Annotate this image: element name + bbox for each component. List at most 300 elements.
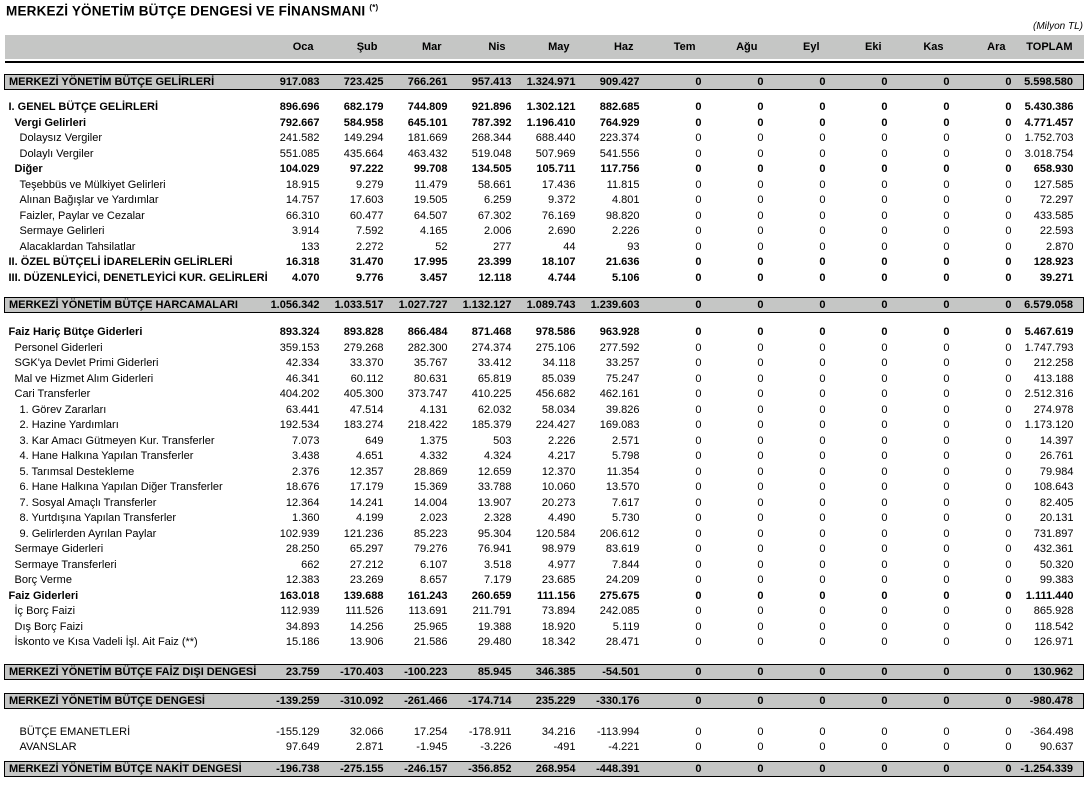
cell-value: 17.179 xyxy=(349,481,384,494)
cell-value: 0 xyxy=(1005,194,1012,207)
cell-value: 183.274 xyxy=(343,419,384,432)
month-column-header: Ara xyxy=(953,35,1015,59)
cell-value: 111.526 xyxy=(345,605,384,618)
cell-value: 0 xyxy=(695,101,702,114)
cell-value: 0 xyxy=(819,481,826,494)
cell-value: 0 xyxy=(881,225,888,238)
cell-value: 44 xyxy=(563,240,576,253)
row-label: İç Borç Faizi xyxy=(14,605,76,618)
cell-value: 149.294 xyxy=(343,132,384,145)
cell-value: 0 xyxy=(819,116,826,129)
cell-value: 14.004 xyxy=(413,496,448,509)
cell-value: 0 xyxy=(643,298,705,313)
row-label: BÜTÇE EMANETLERİ xyxy=(19,725,131,738)
row-label: Borç Verme xyxy=(14,574,72,587)
cell-value: 7.592 xyxy=(355,225,384,238)
cell-value: 0 xyxy=(1005,543,1012,556)
cell-value: 65.297 xyxy=(349,543,384,556)
total-cell-value: 39.271 xyxy=(1039,271,1074,284)
cell-value: 1.056.342 xyxy=(259,298,323,313)
cell-value: 1.360 xyxy=(291,512,320,525)
cell-value: 75.247 xyxy=(605,372,640,385)
cell-value: 0 xyxy=(757,341,764,354)
cell-value: 0 xyxy=(695,372,702,385)
cell-value: 0 xyxy=(695,341,702,354)
cell-value: 0 xyxy=(695,450,702,463)
cell-value: 0 xyxy=(757,209,764,222)
cell-value: 9.372 xyxy=(547,194,576,207)
cell-value: 0 xyxy=(881,725,888,738)
budget-table-body xyxy=(5,59,1084,777)
cell-value: 0 xyxy=(943,481,950,494)
cell-value: 764.929 xyxy=(599,116,640,129)
row-label: 3. Kar Amacı Gütmeyen Kur. Transferler xyxy=(19,434,215,447)
cell-value: 0 xyxy=(819,589,826,602)
cell-value: 0 xyxy=(695,574,702,587)
cell-value: 0 xyxy=(757,101,764,114)
cell-value: 0 xyxy=(881,147,888,160)
cell-value: 0 xyxy=(891,298,953,313)
cell-value: 0 xyxy=(819,543,826,556)
cell-value: 0 xyxy=(757,496,764,509)
cell-value: 0 xyxy=(695,116,702,129)
cell-value: 462.161 xyxy=(599,388,640,401)
cell-value: 0 xyxy=(757,605,764,618)
cell-value: 0 xyxy=(757,163,764,176)
cell-value: 0 xyxy=(943,194,950,207)
cell-value: 0 xyxy=(819,372,826,385)
cell-value: 0 xyxy=(881,240,888,253)
cell-value: 5.798 xyxy=(611,450,640,463)
row-label: Faizler, Paylar ve Cezalar xyxy=(19,209,145,222)
budget-table xyxy=(4,35,1084,777)
total-cell-value: 50.320 xyxy=(1039,558,1074,571)
cell-value: 0 xyxy=(891,664,953,679)
spacer-row xyxy=(5,650,1084,664)
cell-value: 12.357 xyxy=(349,465,384,478)
cell-value: 97.222 xyxy=(349,163,384,176)
cell-value: 5.119 xyxy=(612,620,640,633)
month-column-header: Eki xyxy=(829,35,891,59)
cell-value: 766.261 xyxy=(387,75,451,90)
cell-value: 0 xyxy=(695,741,702,754)
cell-value: 0 xyxy=(943,636,950,649)
cell-value: 0 xyxy=(819,101,826,114)
cell-value: 0 xyxy=(819,271,826,284)
cell-value: 0 xyxy=(1005,256,1012,269)
cell-value: -100.223 xyxy=(387,664,451,679)
cell-value: 46.341 xyxy=(285,372,320,385)
cell-value: 0 xyxy=(695,225,702,238)
cell-value: 275.675 xyxy=(599,589,640,602)
cell-value: 0 xyxy=(881,132,888,145)
total-cell-value: 5.430.386 xyxy=(1024,101,1074,114)
spacer-row xyxy=(5,708,1084,724)
cell-value: 0 xyxy=(1005,225,1012,238)
cell-value: 0 xyxy=(881,558,888,571)
cell-value: 18.915 xyxy=(285,178,320,191)
total-cell-value: 5.598.580 xyxy=(1015,75,1084,90)
cell-value: 0 xyxy=(943,512,950,525)
cell-value: 0 xyxy=(757,512,764,525)
cell-value: 0 xyxy=(819,194,826,207)
cell-value: 0 xyxy=(943,341,950,354)
cell-value: 0 xyxy=(1005,620,1012,633)
total-cell-value: 4.771.457 xyxy=(1024,116,1074,129)
cell-value: 0 xyxy=(881,741,888,754)
cell-value: 0 xyxy=(819,605,826,618)
data-row xyxy=(5,635,1084,651)
cell-value: 0 xyxy=(829,75,891,90)
cell-value: 0 xyxy=(695,194,702,207)
spacer-cell xyxy=(5,90,1084,100)
cell-value: 507.969 xyxy=(535,147,576,160)
cell-value: 1.132.127 xyxy=(451,298,515,313)
cell-value: 2.272 xyxy=(355,240,384,253)
cell-value: 0 xyxy=(881,543,888,556)
cell-value: 0 xyxy=(943,372,950,385)
spacer-cell xyxy=(5,313,1084,325)
cell-value: -4.221 xyxy=(608,741,640,754)
cell-value: 0 xyxy=(757,725,764,738)
cell-value: 0 xyxy=(757,574,764,587)
spacer-row xyxy=(5,313,1084,325)
cell-value: 1.027.727 xyxy=(387,298,451,313)
total-column-header: TOPLAM xyxy=(1015,35,1084,59)
cell-value: 0 xyxy=(819,326,826,339)
cell-value: 0 xyxy=(1005,605,1012,618)
cell-value: 121.236 xyxy=(343,527,384,540)
cell-value: 18.676 xyxy=(285,481,320,494)
cell-value: 224.427 xyxy=(535,419,576,432)
cell-value: 0 xyxy=(705,75,767,90)
data-row xyxy=(5,239,1084,255)
cell-value: 2.571 xyxy=(611,434,640,447)
data-row xyxy=(5,146,1084,162)
total-cell-value: 1.752.703 xyxy=(1024,132,1074,145)
month-column-header: Oca xyxy=(259,35,323,59)
cell-value: 97.649 xyxy=(285,741,320,754)
row-label: Dış Borç Faizi xyxy=(14,620,83,633)
cell-value: 405.300 xyxy=(343,388,384,401)
cell-value: 0 xyxy=(1005,636,1012,649)
cell-value: 0 xyxy=(953,761,1015,776)
cell-value: 0 xyxy=(757,388,764,401)
cell-value: 17.995 xyxy=(413,256,448,269)
cell-value: 58.034 xyxy=(541,403,576,416)
cell-value: 282.300 xyxy=(407,341,448,354)
cell-value: -330.176 xyxy=(579,693,643,708)
cell-value: 921.896 xyxy=(471,101,512,114)
cell-value: 0 xyxy=(757,271,764,284)
cell-value: 0 xyxy=(695,434,702,447)
total-cell-value: 432.361 xyxy=(1033,543,1074,556)
cell-value: 0 xyxy=(943,116,950,129)
cell-value: 0 xyxy=(819,527,826,540)
data-row xyxy=(5,162,1084,178)
cell-value: 882.685 xyxy=(599,101,640,114)
cell-value: 0 xyxy=(1005,357,1012,370)
cell-value: 0 xyxy=(695,419,702,432)
total-cell-value: 212.258 xyxy=(1033,357,1074,370)
cell-value: 0 xyxy=(1005,163,1012,176)
cell-value: 0 xyxy=(943,605,950,618)
cell-value: 134.505 xyxy=(471,163,512,176)
cell-value: 67.302 xyxy=(477,209,512,222)
cell-value: 0 xyxy=(695,620,702,633)
cell-value: 0 xyxy=(881,496,888,509)
row-label: 7. Sosyal Amaçlı Transferler xyxy=(19,496,157,509)
cell-value: 688.440 xyxy=(535,132,576,145)
cell-value: 963.928 xyxy=(599,326,640,339)
cell-value: 0 xyxy=(881,194,888,207)
cell-value: 0 xyxy=(757,326,764,339)
cell-value: 0 xyxy=(943,271,950,284)
data-row xyxy=(5,573,1084,589)
cell-value: 7.179 xyxy=(483,574,512,587)
cell-value: 8.657 xyxy=(419,574,448,587)
cell-value: 0 xyxy=(1005,240,1012,253)
cell-value: 0 xyxy=(819,512,826,525)
cell-value: 0 xyxy=(1005,132,1012,145)
cell-value: 4.977 xyxy=(547,558,576,571)
cell-value: 1.033.517 xyxy=(323,298,387,313)
cell-value: 0 xyxy=(819,357,826,370)
data-row xyxy=(5,100,1084,116)
cell-value: 11.354 xyxy=(606,465,640,478)
cell-value: 83.619 xyxy=(605,543,640,556)
cell-value: 2.690 xyxy=(547,225,576,238)
cell-value: 0 xyxy=(943,558,950,571)
cell-value: 0 xyxy=(1005,341,1012,354)
cell-value: 10.060 xyxy=(541,481,576,494)
cell-value: 6.107 xyxy=(419,558,448,571)
data-row xyxy=(5,464,1084,480)
cell-value: 7.617 xyxy=(611,496,640,509)
report-title: MERKEZİ YÖNETİM BÜTÇE DENGESİ VE FİNANSMANI xyxy=(6,3,366,19)
section-row xyxy=(5,693,1084,708)
row-label: Vergi Gelirleri xyxy=(14,116,87,129)
cell-value: 0 xyxy=(881,527,888,540)
cell-value: 0 xyxy=(757,419,764,432)
total-cell-value: 108.643 xyxy=(1033,481,1074,494)
cell-value: 0 xyxy=(881,403,888,416)
cell-value: 0 xyxy=(757,450,764,463)
cell-value: 23.399 xyxy=(477,256,512,269)
cell-value: -178.911 xyxy=(468,725,512,738)
cell-value: 14.256 xyxy=(349,620,384,633)
cell-value: 0 xyxy=(819,178,826,191)
report-title-line xyxy=(4,3,1083,19)
cell-value: -139.259 xyxy=(259,693,323,708)
cell-value: 0 xyxy=(881,256,888,269)
cell-value: 404.202 xyxy=(279,388,320,401)
row-label: İskonto ve Kısa Vadeli İşl. Ait Faiz (**) xyxy=(14,636,198,649)
data-row xyxy=(5,433,1084,449)
cell-value: 60.112 xyxy=(350,372,384,385)
cell-value: 163.018 xyxy=(279,589,320,602)
cell-value: 0 xyxy=(943,147,950,160)
cell-value: -113.994 xyxy=(596,725,640,738)
cell-value: 9.279 xyxy=(355,178,384,191)
cell-value: 0 xyxy=(819,741,826,754)
cell-value: 435.664 xyxy=(343,147,384,160)
spacer-row xyxy=(5,679,1084,693)
cell-value: 584.958 xyxy=(343,116,384,129)
cell-value: 113.691 xyxy=(408,605,448,618)
total-cell-value: 127.585 xyxy=(1033,178,1074,191)
cell-value: 0 xyxy=(757,240,764,253)
total-cell-value: 99.383 xyxy=(1039,574,1074,587)
cell-value: 551.085 xyxy=(279,147,320,160)
cell-value: 0 xyxy=(1005,419,1012,432)
data-row xyxy=(5,588,1084,604)
cell-value: 42.334 xyxy=(285,357,320,370)
data-row xyxy=(5,356,1084,372)
row-label: MERKEZİ YÖNETİM BÜTÇE FAİZ DIŞI DENGESİ xyxy=(5,664,259,679)
total-cell-value: 82.405 xyxy=(1039,496,1074,509)
row-label: 1. Görev Zararları xyxy=(19,403,107,416)
data-row xyxy=(5,115,1084,131)
data-row xyxy=(5,480,1084,496)
cell-value: 2.023 xyxy=(419,512,448,525)
cell-value: 223.374 xyxy=(599,132,640,145)
cell-value: 58.661 xyxy=(477,178,512,191)
cell-value: 1.196.410 xyxy=(526,116,576,129)
cell-value: 79.276 xyxy=(413,543,448,556)
cell-value: 0 xyxy=(757,527,764,540)
cell-value: 866.484 xyxy=(407,326,448,339)
cell-value: 0 xyxy=(767,664,829,679)
cell-value: 0 xyxy=(695,589,702,602)
cell-value: 4.131 xyxy=(419,403,448,416)
cell-value: 15.369 xyxy=(413,481,448,494)
cell-value: 0 xyxy=(881,209,888,222)
cell-value: -196.738 xyxy=(259,761,323,776)
row-label: Alacaklardan Tahsilatlar xyxy=(19,240,136,253)
cell-value: 139.688 xyxy=(343,589,384,602)
cell-value: 0 xyxy=(881,574,888,587)
cell-value: 85.039 xyxy=(541,372,576,385)
cell-value: 0 xyxy=(1005,512,1012,525)
row-label: Mal ve Hizmet Alım Giderleri xyxy=(14,372,154,385)
cell-value: 98.820 xyxy=(605,209,640,222)
cell-value: 0 xyxy=(881,271,888,284)
cell-value: 0 xyxy=(695,163,702,176)
total-cell-value: 22.593 xyxy=(1039,225,1074,238)
cell-value: 0 xyxy=(891,761,953,776)
cell-value: 33.370 xyxy=(349,357,384,370)
cell-value: 12.118 xyxy=(478,271,512,284)
cell-value: 0 xyxy=(767,298,829,313)
cell-value: 0 xyxy=(1005,101,1012,114)
cell-value: 0 xyxy=(757,357,764,370)
cell-value: 896.696 xyxy=(279,101,320,114)
cell-value: 0 xyxy=(1005,372,1012,385)
cell-value: 0 xyxy=(819,636,826,649)
cell-value: 0 xyxy=(695,388,702,401)
cell-value: 0 xyxy=(643,75,705,90)
total-cell-value: 433.585 xyxy=(1033,209,1074,222)
cell-value: 18.920 xyxy=(541,620,576,633)
month-column-header: Nis xyxy=(451,35,515,59)
cell-value: 0 xyxy=(819,725,826,738)
cell-value: 66.310 xyxy=(285,209,320,222)
cell-value: 12.383 xyxy=(285,574,320,587)
cell-value: 0 xyxy=(695,512,702,525)
spacer-cell xyxy=(5,286,1084,298)
row-label: Alınan Bağışlar ve Yardımlar xyxy=(19,194,159,207)
total-cell-value: 130.962 xyxy=(1015,664,1084,679)
section-row xyxy=(5,75,1084,90)
total-cell-value: -1.254.339 xyxy=(1015,761,1084,776)
total-cell-value: 274.978 xyxy=(1033,403,1074,416)
cell-value: 0 xyxy=(819,209,826,222)
cell-value: 0 xyxy=(819,147,826,160)
cell-value: 1.324.971 xyxy=(515,75,579,90)
cell-value: 76.941 xyxy=(477,543,512,556)
row-label: Cari Transferler xyxy=(14,388,91,401)
cell-value: 4.651 xyxy=(355,450,384,463)
cell-value: 0 xyxy=(819,434,826,447)
cell-value: 17.436 xyxy=(541,178,576,191)
row-label: 2. Hazine Yardımları xyxy=(19,419,119,432)
section-row xyxy=(5,761,1084,776)
cell-value: -356.852 xyxy=(451,761,515,776)
cell-value: 0 xyxy=(829,693,891,708)
cell-value: 0 xyxy=(829,664,891,679)
cell-value: 21.586 xyxy=(413,636,448,649)
cell-value: 0 xyxy=(757,225,764,238)
row-label: Sermaye Transferleri xyxy=(14,558,117,571)
cell-value: -491 xyxy=(553,741,576,754)
cell-value: 978.586 xyxy=(535,326,576,339)
data-row xyxy=(5,511,1084,527)
row-label: II. ÖZEL BÜTÇELİ İDARELERİN GELİRLERİ xyxy=(8,256,233,269)
total-cell-value: 1.111.440 xyxy=(1025,589,1074,602)
cell-value: 0 xyxy=(943,434,950,447)
cell-value: 0 xyxy=(757,434,764,447)
cell-value: 0 xyxy=(953,693,1015,708)
table-header xyxy=(5,35,1084,59)
spacer-row xyxy=(5,90,1084,100)
cell-value: 0 xyxy=(943,403,950,416)
cell-value: 242.085 xyxy=(599,605,640,618)
cell-value: 0 xyxy=(1005,558,1012,571)
cell-value: 0 xyxy=(943,589,950,602)
cell-value: 0 xyxy=(819,388,826,401)
cell-value: 211.791 xyxy=(472,605,512,618)
cell-value: -1.945 xyxy=(416,741,448,754)
month-column-header: May xyxy=(515,35,579,59)
cell-value: 260.659 xyxy=(471,589,512,602)
cell-value: 0 xyxy=(643,664,705,679)
cell-value: 2.226 xyxy=(547,434,576,447)
cell-value: 0 xyxy=(705,298,767,313)
cell-value: 0 xyxy=(695,558,702,571)
data-row xyxy=(5,340,1084,356)
row-label: MERKEZİ YÖNETİM BÜTÇE HARCAMALARI xyxy=(5,298,259,313)
cell-value: 13.907 xyxy=(477,496,512,509)
cell-value: 0 xyxy=(695,496,702,509)
cell-value: 0 xyxy=(943,450,950,463)
row-label: 8. Yurtdışına Yapılan Transferler xyxy=(19,512,177,525)
cell-value: 0 xyxy=(695,481,702,494)
cell-value: 20.273 xyxy=(541,496,576,509)
data-row xyxy=(5,208,1084,224)
row-label: Diğer xyxy=(14,163,43,176)
cell-value: 0 xyxy=(1005,450,1012,463)
